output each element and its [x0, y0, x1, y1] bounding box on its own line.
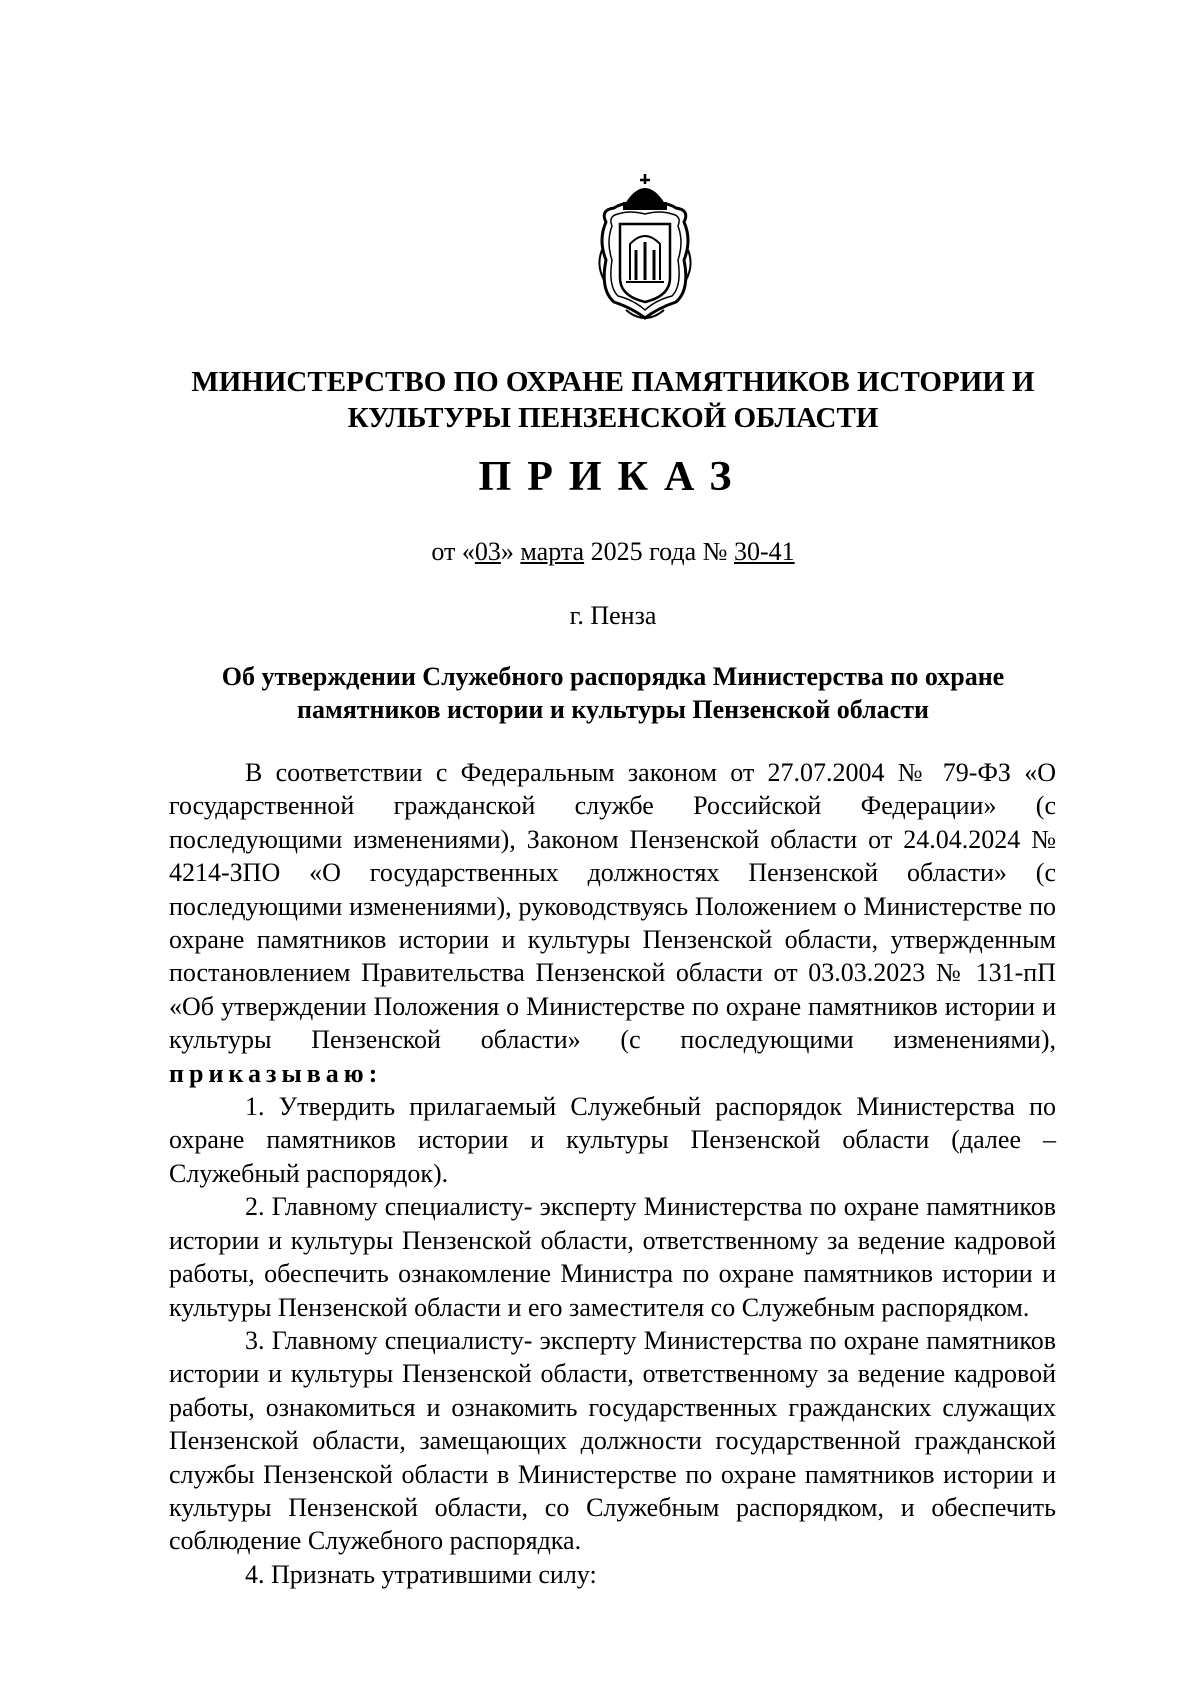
order-subject [170, 660, 1056, 726]
order-year-text: 2025 года № [584, 537, 734, 566]
order-date-number [170, 536, 1056, 568]
order-day: 03 [474, 537, 501, 566]
order-body [169, 756, 1056, 1591]
date-prefix: от « [431, 537, 475, 566]
order-item-1: 1. Утвердить прилагаемый Служебный распорядок Министерства по охране памятников истории и культуры Пензенской области (далее – Служебный распорядок). [169, 1092, 1056, 1188]
order-item-4: 4. Признать утратившими силу: [245, 1559, 597, 1589]
order-item-3: 3. Главному специалисту- эксперту Министерства по охране памятников истории и культуры Пензенской области, ответственному за ведение кадровой работы, ознакомиться и ознакомить государственных гражданских служащих Пензенской области, замещающих должности государственной гражданской службы Пензенской области в Министерстве по охране памятников истории и культуры Пензенской области, со Служебным распорядком, и обеспечить соблюдение Служебного распорядка. [169, 1325, 1056, 1556]
order-number: 30-41 [733, 537, 795, 566]
ministry-name-line-2: КУЛЬТУРЫ ПЕНЗЕНСКОЙ ОБЛАСТИ [347, 402, 879, 434]
order-subject-line-2: памятников истории и культуры Пензенской области [297, 695, 929, 724]
order-item-2: 2. Главному специалисту- эксперту Министерства по охране памятников истории и культуры Пензенской области, ответственному за ведение кадровой работы, обеспечить ознакомление Министра по охране памятников истории и культуры Пензенской области и его заместителя со Служебным распорядком. [169, 1192, 1056, 1322]
date-mid: » [500, 537, 521, 566]
order-subject-line-1: Об утверждении Служебного распорядка Министерства по охране [221, 662, 1005, 691]
order-month: марта [520, 537, 585, 566]
preamble-paragraph [169, 756, 1056, 1090]
preamble-text: В соответствии с Федеральным законом от 27.07.2004 № 79-ФЗ «О государственной гражданской службе Российской Федерации» (с последующими изменениями), Законом Пензенской области от 24.04.2024 № 4214-ЗПО «О государственных должностях Пензенской области» (с последующими изменениями), руководствуясь Положением о Министерстве по охране памятников истории и культуры Пензенской области, утвержденным постановлением Правительства Пензенской области от 03.03.2023 № 131-пП «Об утверждении Положения о Министерстве по охране памятников истории и культуры Пензенской области» (с последующими изменениями), [169, 758, 1056, 1055]
coat-of-arms-icon [596, 170, 694, 330]
city: г. Пенза [569, 601, 657, 630]
order-word: приказываю: [169, 1058, 383, 1088]
document-type-title: ПРИКАЗ [478, 454, 748, 500]
ministry-name [170, 364, 1056, 436]
ministry-name-line-1: МИНИСТЕРСТВО ПО ОХРАНЕ ПАМЯТНИКОВ ИСТОРИИ И [191, 366, 1035, 398]
